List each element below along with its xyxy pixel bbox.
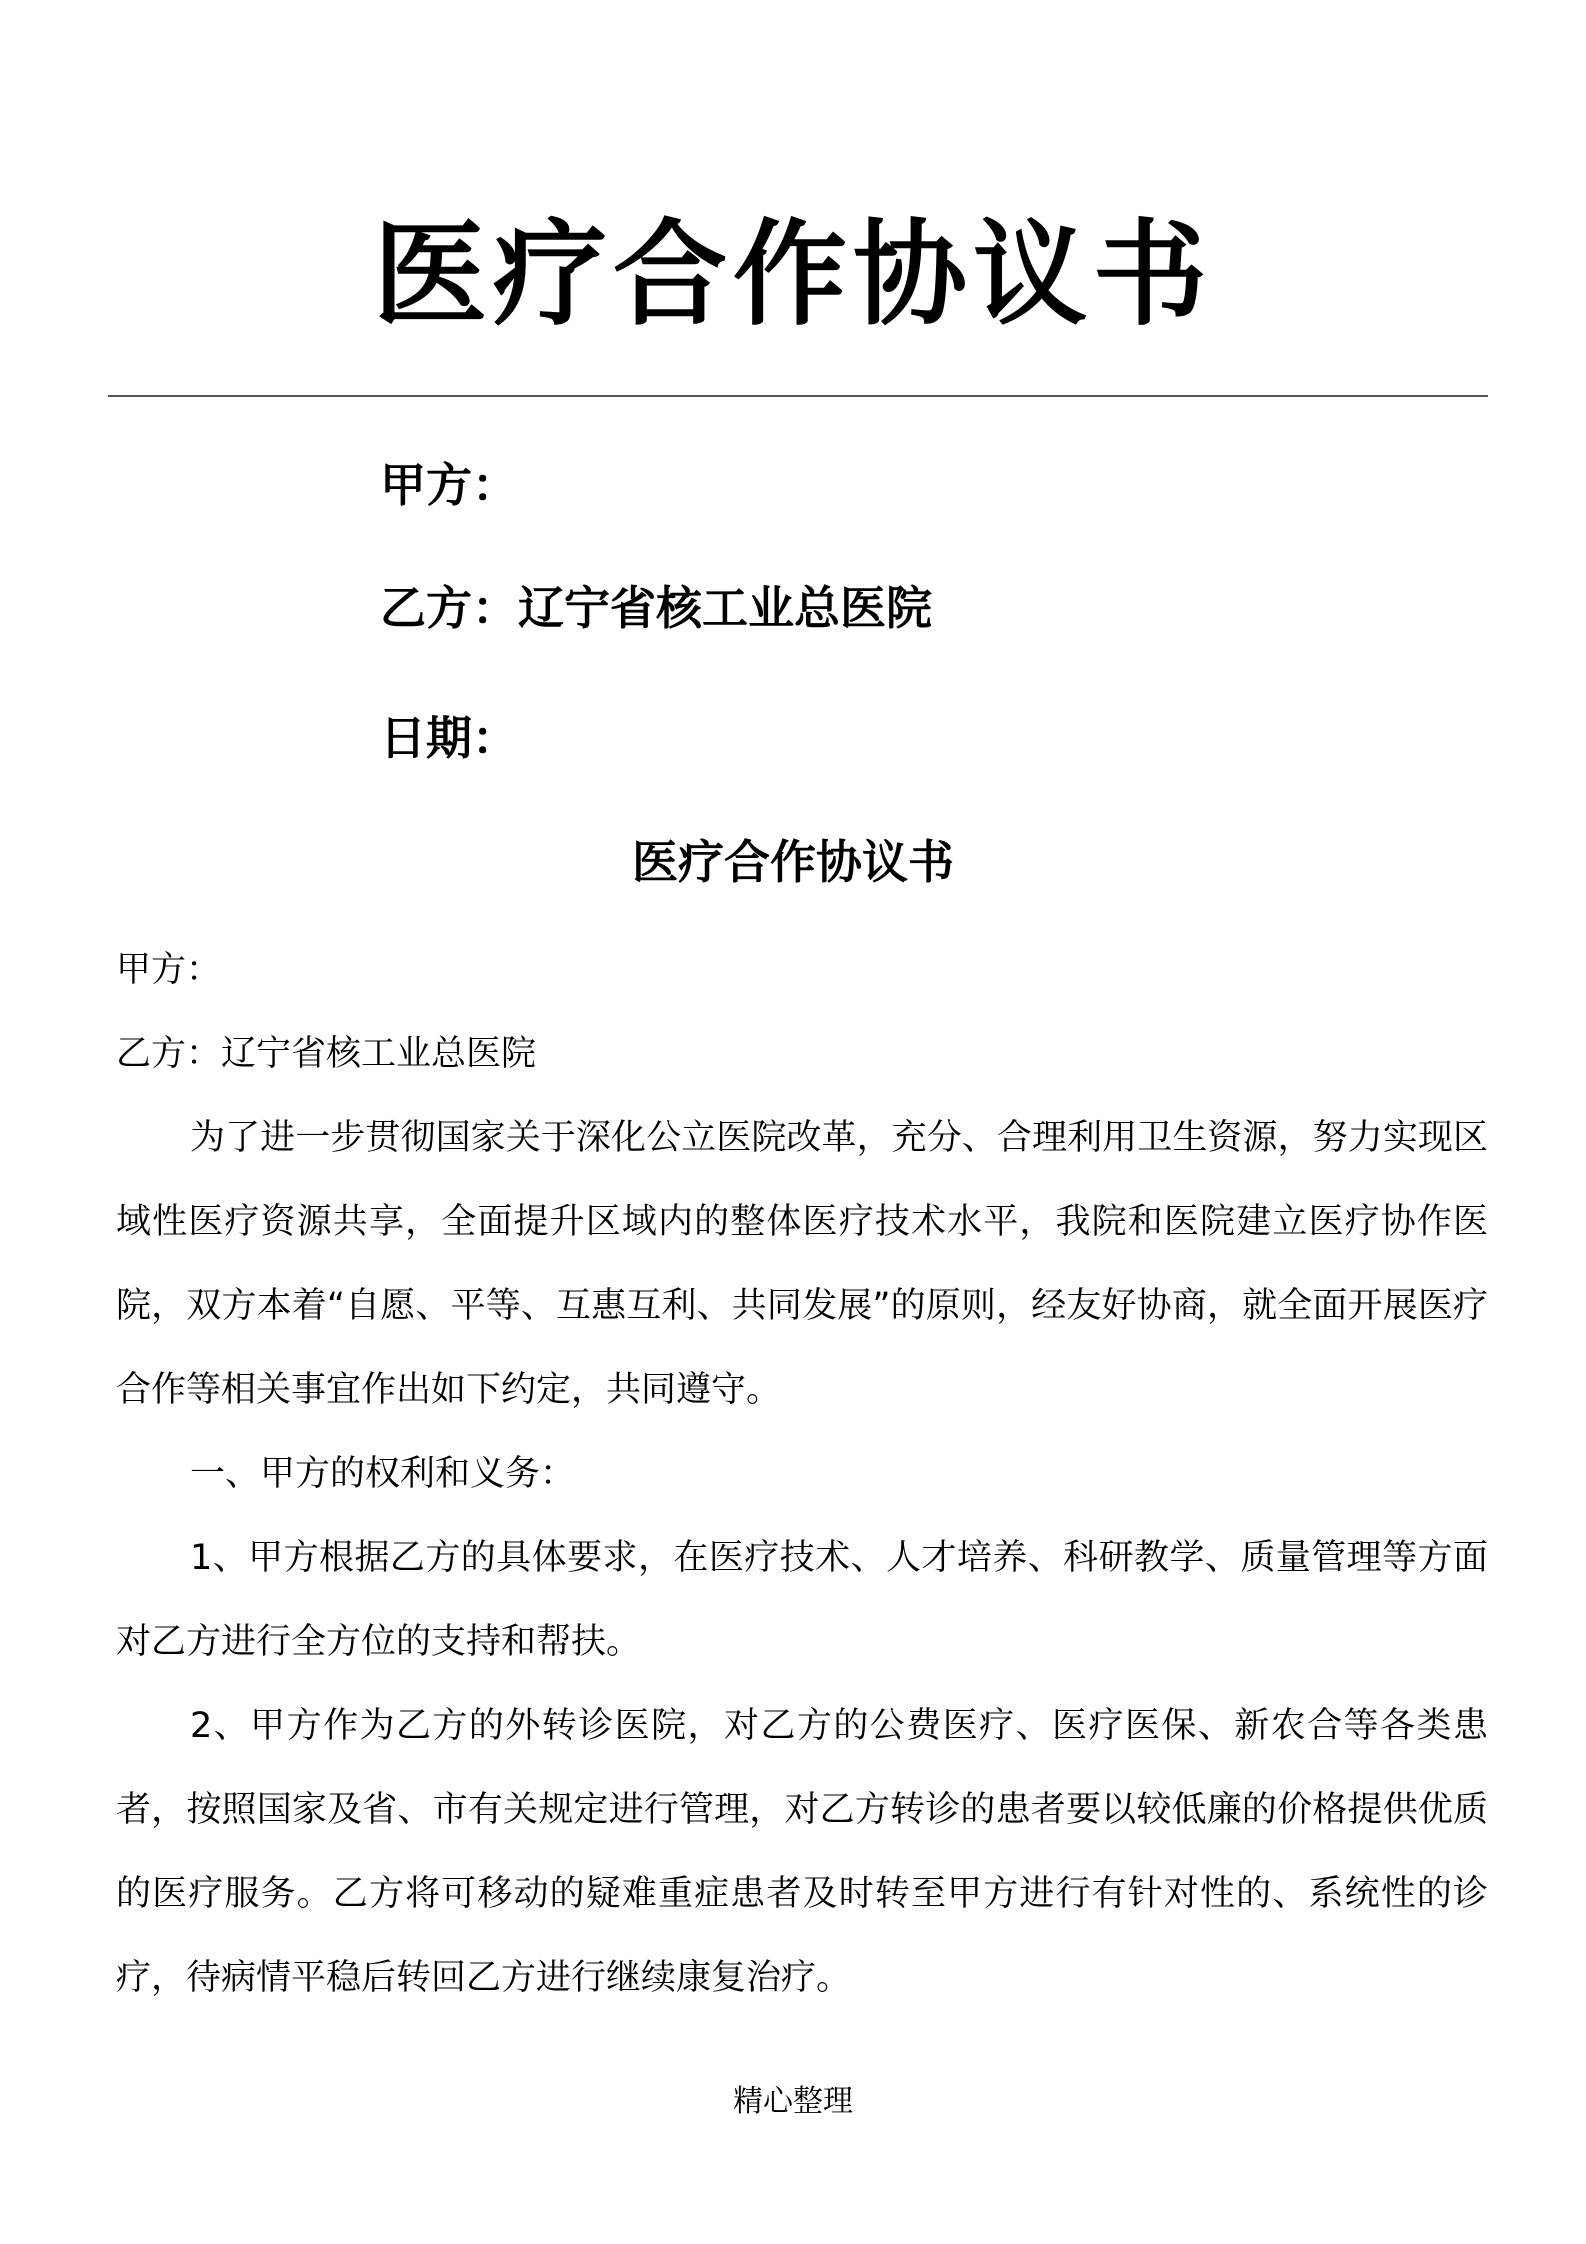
cover-divider (108, 395, 1488, 397)
section-heading-party-a: 一、甲方的权利和义务： (190, 1454, 576, 1494)
document-title: 医疗合作协议书 (632, 835, 954, 889)
paragraph-clause-1: 1、甲方根据乙方的具体要求，在医疗技术、人才培养、科研教学、质量管理等方面对乙方进行全方位的支持和帮扶。 (116, 1538, 1488, 1662)
cover-party-a: 甲方： (380, 458, 518, 512)
paragraph-clause-2: 2、甲方作为乙方的外转诊医院，对乙方的公费医疗、医疗医保、新农合等各类患者，按照国家及省、市有关规定进行管理，对乙方转诊的患者要以较低廉的价格提供优质的医疗服务。乙方将可移动的疑难重症患者及时转至甲方进行有针对性的、系统性的诊疗，待病情平稳后转回乙方进行继续康复治疗。 (116, 1706, 1488, 1998)
cover-date: 日期： (380, 711, 518, 765)
document-party-b: 乙方：辽宁省核工业总医院 (116, 1034, 537, 1074)
cover-party-b: 乙方：辽宁省核工业总医院 (380, 581, 932, 635)
document-party-a: 甲方： (116, 950, 222, 990)
paragraph-preamble: 为了进一步贯彻国家关于深化公立医院改革，充分、合理利用卫生资源，努力实现区域性医疗资源共享，全面提升区域内的整体医疗技术水平，我院和医院建立医疗协作医院，双方本着“自愿、平等、互惠互利、共同发展”的原则，经友好协商，就全面开展医疗合作等相关事宜作出如下约定，共同遵守。 (116, 1118, 1488, 1410)
footer-text: 精心整理 (733, 2084, 853, 2119)
cover-title: 医疗合作协议书 (372, 208, 1213, 341)
